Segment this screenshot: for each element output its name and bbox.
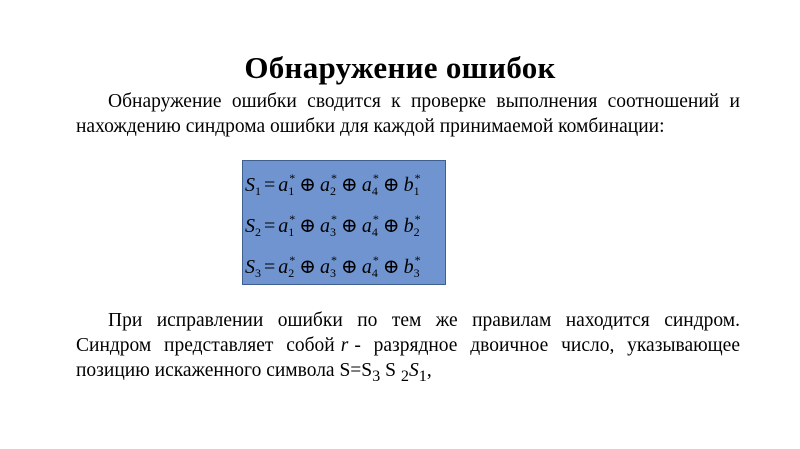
sub-3: 3	[372, 366, 381, 385]
paragraph-detection-text: Обнаружение ошибки сводится к проверке выполнения соотношений и нахождению синдрома ошибки для каждой принимаемой комбинации:	[76, 91, 740, 137]
formula-term-star: *	[414, 253, 421, 267]
oplus-symbol: ⊕	[382, 215, 400, 237]
formula-term-var: a	[278, 256, 289, 278]
para2-part1: При исправлении ошибки по тем же правилам находится синдром. Синдром представляет собой	[76, 310, 740, 356]
formula-term-star: *	[289, 212, 296, 226]
oplus-symbol: ⊕	[341, 256, 358, 278]
formula-equals: =	[264, 256, 276, 278]
formula-s2	[245, 212, 421, 240]
formula-lhs: S	[245, 174, 255, 196]
formula-term-star: *	[289, 171, 296, 185]
formula-term-sub: 3	[413, 266, 420, 280]
formula-term-sub: 3	[330, 266, 337, 280]
formula-lhs: S	[245, 256, 255, 278]
formula-term-sub: 4	[371, 225, 378, 239]
formula-lhs-sub: 1	[255, 184, 261, 198]
formula-term-sub: 2	[330, 184, 337, 198]
formula-term-var: a	[361, 215, 372, 237]
formula-term-var: a	[278, 215, 289, 237]
paragraph-detection	[76, 89, 740, 139]
oplus-symbol: ⊕	[299, 174, 317, 196]
oplus-symbol: ⊕	[382, 256, 400, 278]
formula-term-var: a	[320, 174, 331, 196]
formula-term-sub: 2	[413, 225, 420, 239]
formula-term-sub: 4	[371, 184, 378, 198]
formula-term-var: a	[361, 174, 372, 196]
formula-term-sub: 4	[371, 266, 378, 280]
formula-equals: =	[264, 174, 276, 196]
formula-lhs-sub: 3	[255, 266, 261, 280]
formula-term-star: *	[331, 212, 338, 226]
formula-term-star: *	[289, 253, 296, 267]
slide-title: Обнаружение ошибок	[244, 50, 556, 85]
formula-term-var: b	[403, 174, 414, 196]
formula-term-sub: 2	[288, 266, 295, 280]
formula-term-sub: 1	[413, 184, 420, 198]
formula-lhs-sub: 2	[255, 225, 261, 239]
formula-term-sub: 1	[288, 184, 295, 198]
formula-s1	[245, 171, 421, 199]
para2-s2: S	[380, 360, 401, 381]
para2-part2: - разрядное двоичное число, указывающее позицию искаженного символа S=S	[76, 335, 740, 381]
formula-term-star: *	[331, 171, 338, 185]
formula-term-star: *	[331, 253, 338, 267]
sub-2: 2	[400, 366, 409, 385]
formula-lhs: S	[245, 215, 255, 237]
syndrome-formulas-box	[242, 160, 446, 285]
formula-term-sub: 1	[288, 225, 295, 239]
formula-term-var: a	[320, 215, 331, 237]
r-variable: r	[340, 335, 349, 356]
formula-term-star: *	[372, 253, 379, 267]
formula-term-star: *	[414, 171, 421, 185]
formula-term-star: *	[414, 212, 421, 226]
sub-1: 1	[418, 366, 427, 385]
formula-term-sub: 3	[330, 225, 337, 239]
oplus-symbol: ⊕	[341, 215, 358, 237]
oplus-symbol: ⊕	[341, 174, 358, 196]
oplus-symbol: ⊕	[299, 215, 317, 237]
para2-s1: S	[409, 360, 419, 381]
formula-term-star: *	[372, 171, 379, 185]
para2-tail: ,	[426, 360, 432, 381]
formula-term-var: a	[320, 256, 331, 278]
formula-term-var: b	[403, 256, 414, 278]
formula-term-var: a	[361, 256, 372, 278]
formula-equals: =	[264, 215, 276, 237]
oplus-symbol: ⊕	[382, 174, 400, 196]
formula-term-star: *	[372, 212, 379, 226]
formula-term-var: b	[403, 215, 414, 237]
oplus-symbol: ⊕	[299, 256, 317, 278]
formula-s3	[245, 253, 421, 281]
formula-term-var: a	[278, 174, 289, 196]
paragraph-correction	[76, 308, 740, 389]
